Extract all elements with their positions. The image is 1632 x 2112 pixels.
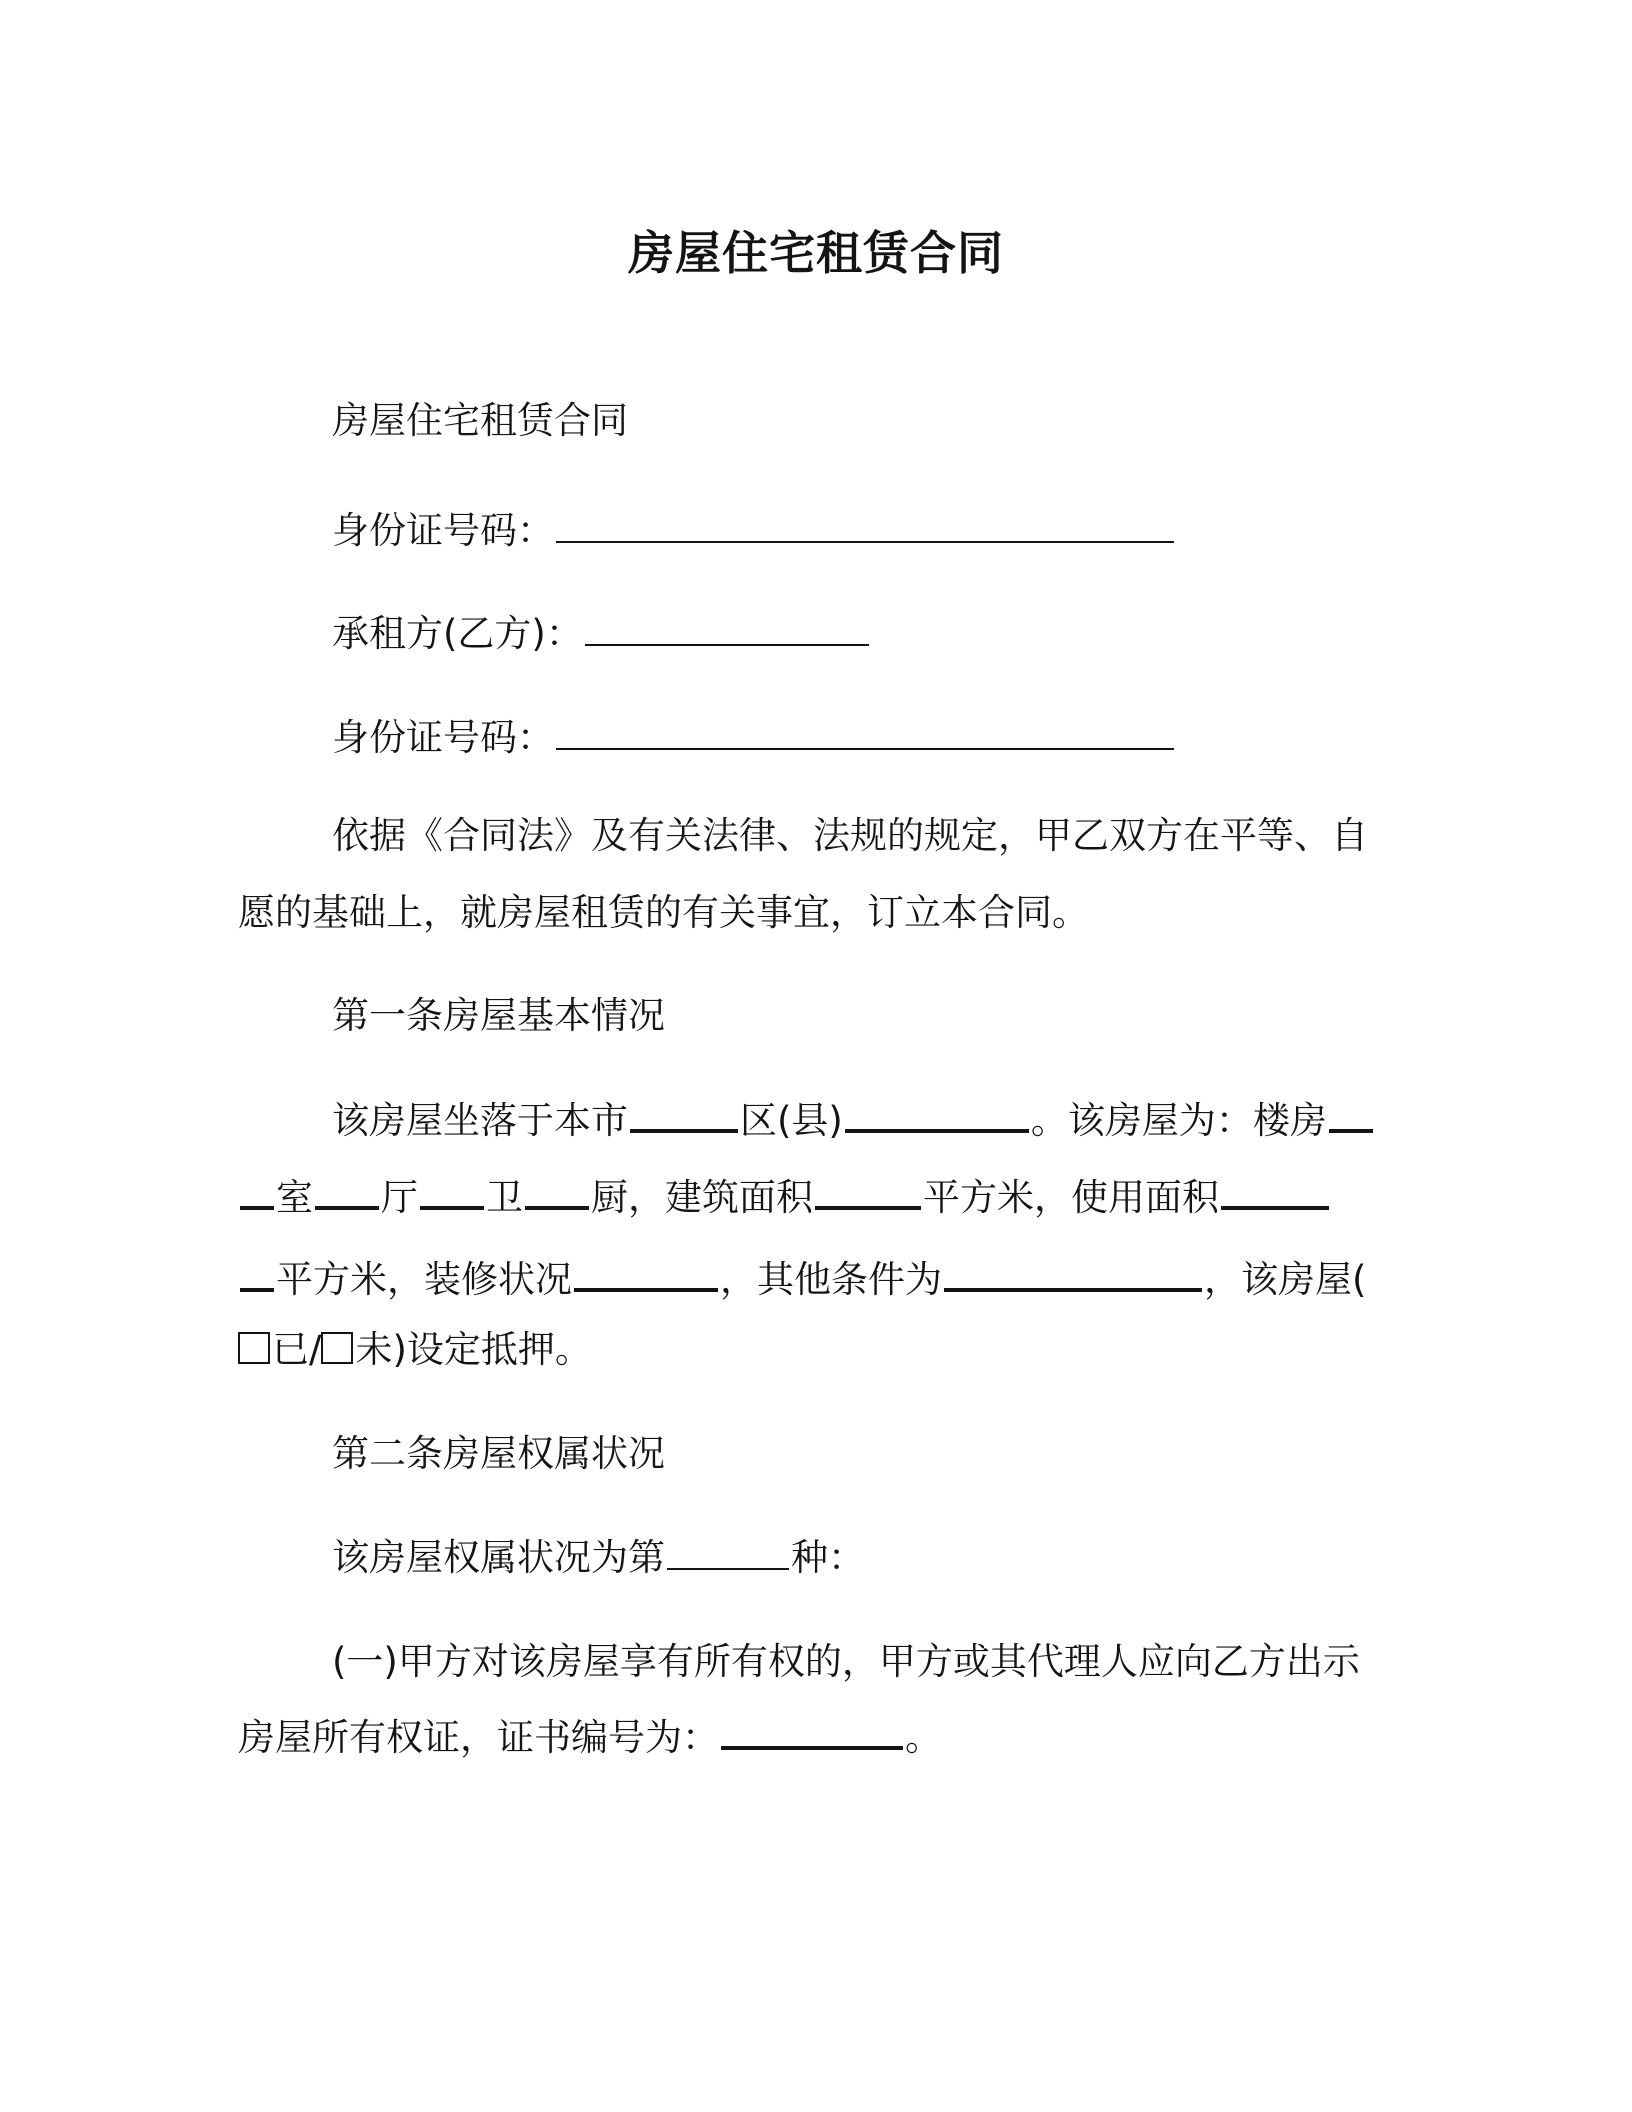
not-mortgaged-label: 未)设定抵押。 (355, 1328, 592, 1371)
article1-line-4 (238, 1322, 592, 1378)
article2-item1-line-2 (238, 1710, 942, 1766)
article1-line-3 (238, 1252, 1366, 1308)
hall-label: 厅 (381, 1176, 418, 1219)
preamble-line-1: 依据《合同法》及有关法律、法规的规定，甲乙双方在平等、自 (332, 814, 1368, 857)
lessee-label: 承租方(乙方)： (332, 612, 583, 655)
status-label: 该房屋权属状况为第 (332, 1536, 665, 1579)
bath-blank (420, 1172, 484, 1210)
subtitle: 房屋住宅租赁合同 (332, 399, 628, 442)
article1-line-2 (238, 1170, 1331, 1226)
document-title: 房屋住宅租赁合同 (628, 226, 1004, 280)
lessor-id-label: 身份证号码： (332, 509, 554, 552)
article1-line-1 (332, 1093, 1375, 1149)
preamble-line-2: 愿的基础上，就房屋租赁的有关事宜，订立本合同。 (238, 891, 1089, 934)
floor-area-blank (815, 1172, 921, 1210)
lessee-id-label: 身份证号码： (332, 716, 554, 759)
hall-blank (315, 1172, 379, 1210)
article2-heading: 第二条房屋权属状况 (332, 1432, 665, 1475)
article1-heading: 第一条房屋基本情况 (332, 994, 665, 1037)
floor-area-label: 厨，建筑面积 (591, 1176, 813, 1219)
building-type-blank (1329, 1095, 1373, 1133)
article2-status-line (332, 1530, 865, 1586)
lessee-id-blank (556, 714, 1174, 750)
decoration-label: 平方米，装修状况 (276, 1258, 572, 1301)
usable-area-blank-cont (240, 1254, 274, 1292)
bath-label: 卫 (486, 1176, 523, 1219)
mortgaged-checkbox (238, 1332, 270, 1364)
other-conditions-label: ，其他条件为 (720, 1258, 942, 1301)
certificate-label: 房屋所有权证，证书编号为： (238, 1716, 719, 1759)
other-conditions-blank (944, 1254, 1202, 1292)
decoration-blank (574, 1254, 718, 1292)
lessee-id-line (332, 710, 1176, 766)
mortgage-label: ，该房屋( (1204, 1258, 1367, 1301)
building-type-blank-cont (240, 1172, 274, 1210)
lessor-id-blank (556, 507, 1174, 543)
status-suffix: 种： (791, 1536, 865, 1579)
mortgaged-label: 已/ (272, 1328, 322, 1371)
certificate-period: 。 (905, 1716, 942, 1759)
status-blank (667, 1534, 789, 1570)
building-type-label: 。该房屋为：楼房 (1030, 1099, 1327, 1142)
article2-item1-line-1: (一)甲方对该房屋享有所有权的，甲方或其代理人应向乙方出示 (332, 1640, 1360, 1683)
lessee-line (332, 606, 871, 662)
certificate-blank (721, 1712, 903, 1750)
location-text: 该房屋坐落于本市 (332, 1099, 628, 1142)
lessor-id-line (332, 503, 1176, 559)
usable-area-label: 平方米，使用面积 (923, 1176, 1219, 1219)
not-mortgaged-checkbox (321, 1332, 353, 1364)
room-label: 室 (276, 1176, 313, 1219)
lessee-blank (585, 610, 869, 646)
kitchen-blank (525, 1172, 589, 1210)
address-blank (845, 1095, 1029, 1133)
district-blank (630, 1095, 738, 1133)
usable-area-blank (1221, 1172, 1329, 1210)
district-label: 区(县) (740, 1099, 843, 1142)
